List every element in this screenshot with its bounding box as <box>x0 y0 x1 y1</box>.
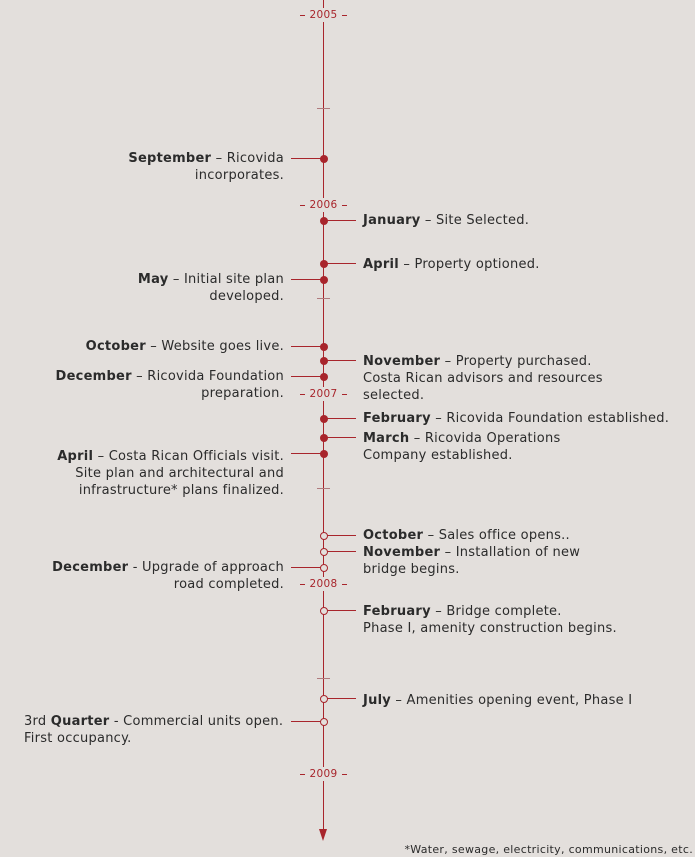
event-label-november-2006: November – Property purchased. Costa Rican advisors and resources selected. <box>363 354 603 403</box>
event-label-july-2008: July – Amenities opening event, Phase I <box>363 693 633 708</box>
mid-year-tick <box>317 298 330 299</box>
connector-line <box>324 220 356 221</box>
event-dot-open <box>320 718 328 726</box>
event-dot-open <box>320 607 328 615</box>
event-label-september-2005: September – Ricovida incorporates. <box>128 151 284 183</box>
connector-line <box>291 346 323 347</box>
event-dot <box>320 343 328 351</box>
event-dot <box>320 357 328 365</box>
connector-line <box>324 418 356 419</box>
event-label-october-2006: October – Website goes live. <box>85 339 284 354</box>
connector-line <box>324 535 356 536</box>
connector-line <box>291 721 323 722</box>
connector-line <box>291 158 323 159</box>
event-dot <box>320 155 328 163</box>
event-dot <box>320 373 328 381</box>
event-label-december-2007: December - Upgrade of approach road completed. <box>52 560 284 592</box>
event-dot <box>320 450 328 458</box>
connector-line <box>291 376 323 377</box>
event-label-march-2007: March – Ricovida Operations Company established. <box>363 431 561 463</box>
connector-line <box>324 360 356 361</box>
connector-line <box>324 437 356 438</box>
event-dot <box>320 217 328 225</box>
connector-line <box>291 453 323 454</box>
footnote: *Water, sewage, electricity, communications, etc. <box>404 843 693 856</box>
event-label-november-2007: November – Installation of new bridge begins. <box>363 545 581 577</box>
event-label-december-2006: December – Ricovida Foundation preparation. <box>55 369 284 401</box>
event-label-october-2007: October – Sales office opens.. <box>363 528 570 543</box>
connector-line <box>324 698 356 699</box>
connector-line <box>324 551 356 552</box>
connector-line <box>324 610 356 611</box>
year-label-2008: 2008 <box>298 577 349 591</box>
year-label-2006: 2006 <box>298 198 349 212</box>
mid-year-tick <box>317 488 330 489</box>
event-label-april-2006: April – Property optioned. <box>363 257 540 272</box>
event-dot-open <box>320 548 328 556</box>
mid-year-tick <box>317 108 330 109</box>
event-dot-open <box>320 695 328 703</box>
event-dot-open <box>320 564 328 572</box>
connector-line <box>291 567 323 568</box>
event-label-april-2007: April – Costa Rican Officials visit. Site plan and architectural and infrastructure* plans finalized. <box>57 449 284 498</box>
timeline-arrow-icon <box>319 829 327 841</box>
event-dot <box>320 276 328 284</box>
mid-year-tick <box>317 678 330 679</box>
event-dot <box>320 415 328 423</box>
event-label-february-2008: February – Bridge complete. Phase I, amenity construction begins. <box>363 604 617 636</box>
year-label-2007: 2007 <box>298 387 349 401</box>
year-label-2009: 2009 <box>298 767 349 781</box>
event-dot-open <box>320 532 328 540</box>
year-label-2005: 2005 <box>298 8 349 22</box>
event-label-3rd-quarter-2008: 3rd Quarter - Commercial units open. First occupancy. <box>24 714 284 746</box>
event-label-january-2006: January – Site Selected. <box>363 213 530 228</box>
event-dot <box>320 434 328 442</box>
event-dot <box>320 260 328 268</box>
event-label-may-2006: May – Initial site plan developed. <box>137 272 284 304</box>
event-label-february-2007: February – Ricovida Foundation established. <box>363 411 670 426</box>
connector-line <box>324 263 356 264</box>
connector-line <box>291 279 323 280</box>
